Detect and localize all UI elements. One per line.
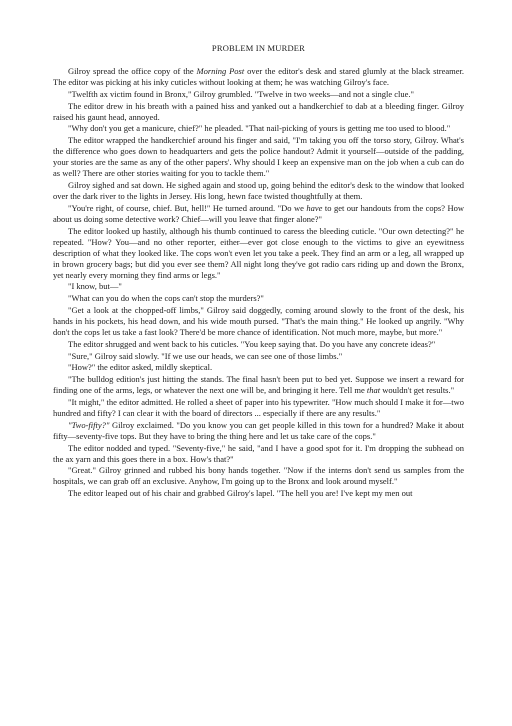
text-run: "You're right, of course, chief. But, hell!" He turned around. "Do we — [68, 202, 307, 213]
text-run: The editor drew in his breath with a pained hiss and yanked out a handkerchief to dab at a bleeding finger. Gilroy raised his gaunt head, annoyed. — [53, 100, 464, 122]
text-run: "Sure," Gilroy said slowly. "If we use our heads, we can see one of those limbs." — [68, 350, 343, 361]
italic-text: Morning Post — [196, 66, 245, 76]
paragraph — [53, 420, 464, 442]
body-text — [53, 66, 464, 499]
paragraph — [53, 397, 464, 419]
text-run: "Get a look at the chopped-off limbs," Gilroy said doggedly, coming around slowly to the front of the desk, his hands in his pockets, his head down, and his wide mouth pursed. "That's the main thing." He looked up angrily. "Why don't the cops let us take a fast look? There'd be more chance of identification. Not much more, maybe, but more." — [53, 304, 464, 337]
text-run: Gilroy spread the office copy of the — [68, 66, 197, 76]
italic-text: that — [366, 385, 381, 396]
text-run: over the editor's desk and stared glumly at the black streamer. The editor was picking at his inky cuticles without looking at them; he was watching Gilroy's face. — [53, 66, 464, 87]
text-run: Gilroy sighed and sat down. He sighed again and stood up, going behind the editor's desk to the window that looked over the dark river to the lights in Jersey. His long, hewn face twisted thoughtfully at them. — [53, 179, 464, 201]
paragraph — [53, 339, 464, 350]
paragraph — [53, 180, 464, 202]
text-run: "Why don't you get a manicure, chief?" he pleaded. "That nail-picking of yours is getting me too used to blood." — [68, 123, 451, 134]
text-run: Gilroy exclaimed. "Do you know you can get people killed in this town for a hundred? Make it about fifty—seventy-five tops. But they have to bring the thing here and let us take care of the cops." — [53, 419, 464, 441]
text-run: The editor nodded and typed. "Seventy-five," he said, "and I have a good spot for it. I'm dropping the subhead on the ax yarn and this goes there in a box. How's that?" — [53, 442, 464, 464]
paragraph — [53, 101, 464, 123]
paragraph — [53, 203, 464, 225]
text-run: wouldn't get results." — [380, 385, 455, 396]
paragraph — [53, 281, 464, 292]
text-run: "Great." Gilroy grinned and rubbed his bony hands together. "Now if the interns don't send us samples from the hospitals, we can grab off an exclusive. Anyhow, I'm going up to the Bronx and look around myself." — [53, 465, 464, 487]
text-run: "It might," the editor admitted. He rolled a sheet of paper into his typewriter. "How much should I make it for—two hundred and fifty? I can clear it with the board of directors ... especially if there are any results." — [53, 396, 464, 418]
paragraph — [53, 374, 464, 396]
paragraph — [53, 362, 464, 373]
italic-text: have — [306, 202, 323, 213]
text-run: "How?" the editor asked, mildly skeptical. — [68, 362, 213, 373]
text-run: The editor shrugged and went back to his cuticles. "You keep saying that. Do you have any concrete ideas?" — [68, 338, 436, 349]
paragraph — [53, 488, 464, 499]
paragraph — [53, 465, 464, 487]
paragraph — [53, 293, 464, 304]
paragraph — [53, 351, 464, 362]
paragraph — [53, 226, 464, 281]
text-run: "What can you do when the cops can't stop the murders?" — [68, 293, 264, 304]
paragraph — [53, 66, 464, 88]
page-title: PROBLEM IN MURDER — [211, 43, 306, 53]
text-run: The editor looked up hastily, although his thumb continued to caress the bleeding cuticle. "Our own detecting?" he repeated. "How? You—and no other reporter, either—ever got close enough to the victims to give an eyewitness description of what they looked like. The cops won't even let you take a peek. They find an arm or a leg, all wrapped up in brown grocery bags; but did you ever see them? All night long they've got radio cars riding up and down the Bronx, yet nearly every morning they find arms or legs." — [53, 225, 464, 280]
text-run: The editor wrapped the handkerchief around his finger and said, "I'm taking you off the torso story, Gilroy. What's the difference who goes down to headquarters and gets the police handout? Admit it yourself—outside of the padding, your stories are the same as any of the other papers'. Why should I keep an expensive man on the job when a cub can do as well? There are other stories waiting for you to tackle them." — [53, 135, 464, 179]
paragraph — [53, 305, 464, 338]
text-run: "The bulldog edition's just hitting the stands. The final hasn't been put to bed yet. Suppose we insert a reward for finding one of the arms, legs, or whatever the next one will be, and bringing it here. Tell me — [53, 374, 464, 396]
text-run: "Twelfth ax victim found in Bronx," Gilroy grumbled. "Twelve in two weeks—and not a single clue." — [68, 88, 415, 99]
text-run: "I know, but—" — [68, 281, 122, 292]
paragraph — [53, 89, 464, 100]
paragraph — [53, 135, 464, 179]
text-run: The editor leaped out of his chair and grabbed Gilroy's lapel. "The hell you are! I've kept my men out — [68, 488, 413, 499]
italic-text: "Two-fifty?" — [68, 419, 110, 430]
text-run: to get our handouts from the cops? How about us doing some detective work? Chief—will you leave that finger alone?" — [53, 202, 464, 224]
paragraph — [53, 443, 464, 465]
paragraph — [53, 123, 464, 134]
